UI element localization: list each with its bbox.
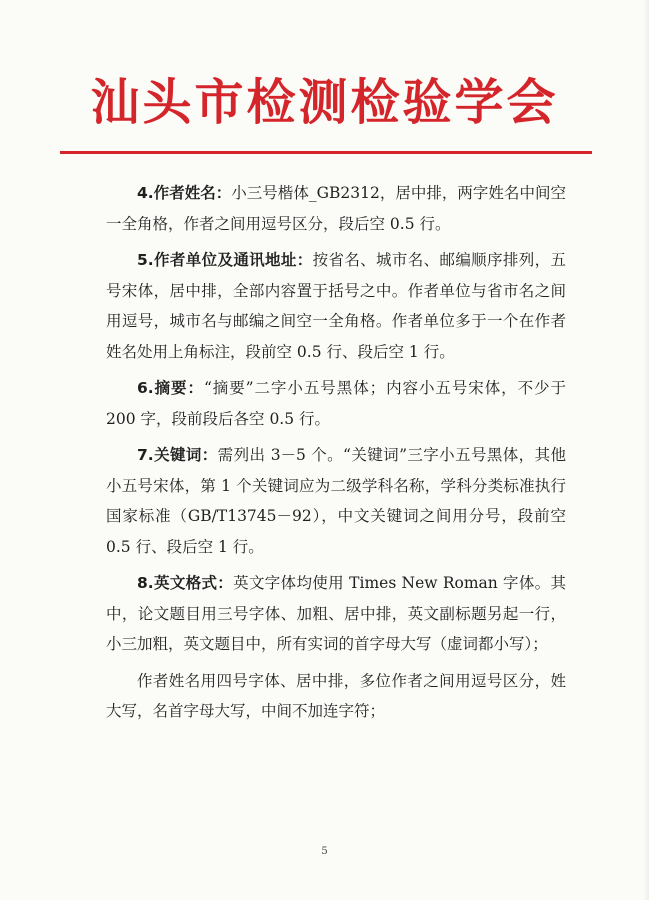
- paragraph-english-author: [106, 666, 566, 727]
- paragraph-heading: 4.作者姓名：: [137, 184, 232, 202]
- paragraph-heading: 7.关键词：: [137, 446, 218, 464]
- paragraph-abstract: [106, 373, 566, 434]
- paragraph-keywords: [106, 440, 566, 562]
- letterhead-divider: [60, 151, 592, 154]
- paragraph-text: 按省名、城市名、邮编顺序排列，五号宋体，居中排，全部内容置于括号之中。作者单位与省市名之间用逗号，城市名与邮编之间空一全角格。作者单位多于一个在作者姓名处用上角标注，段前空 0.5 行、段后空 1 行。: [106, 251, 566, 361]
- page-number: 5: [321, 846, 328, 857]
- paragraph-text: 英文字体均使用 Times New Roman 字体。其中，论文题目用三号字体、加粗、居中排，英文副标题另起一行，小三加粗，英文题目中，所有实词的首字母大写（虚词都小写）；: [106, 574, 566, 653]
- paragraph-english-format: [106, 568, 566, 660]
- letterhead-title: 汕头市检测检验学会: [90, 73, 559, 131]
- paragraph-text: 小三号楷体_GB2312，居中排，两字姓名中间空一全角格，作者之间用逗号区分，段后空 0.5 行。: [106, 184, 566, 233]
- paragraph-author-affiliation: [106, 245, 566, 367]
- document-body: [106, 178, 566, 727]
- paragraph-heading: 6.摘要：: [137, 379, 204, 397]
- paragraph-text: 作者姓名用四号字体、居中排，多位作者之间用逗号区分，姓大写，名首字母大写，中间不加连字符；: [106, 671, 566, 720]
- paragraph-text: 需列出 3－5 个。“关键词”三字小五号黑体，其他小五号宋体，第 1 个关键词应为二级学科名称，学科分类标准执行国家标准（GB/T13745－92），中文关键词之间用分号，段前空 0.5 行、段后空 1 行。: [106, 446, 566, 556]
- paragraph-author-name: [106, 178, 566, 239]
- paragraph-heading: 8.英文格式：: [137, 574, 234, 592]
- paragraph-heading: 5.作者单位及通讯地址：: [137, 251, 313, 269]
- paragraph-text: “摘要”二字小五号黑体；内容小五号宋体，不少于 200 字，段前段后各空 0.5 行。: [106, 379, 566, 428]
- scan-edge-shadow: [643, 0, 649, 900]
